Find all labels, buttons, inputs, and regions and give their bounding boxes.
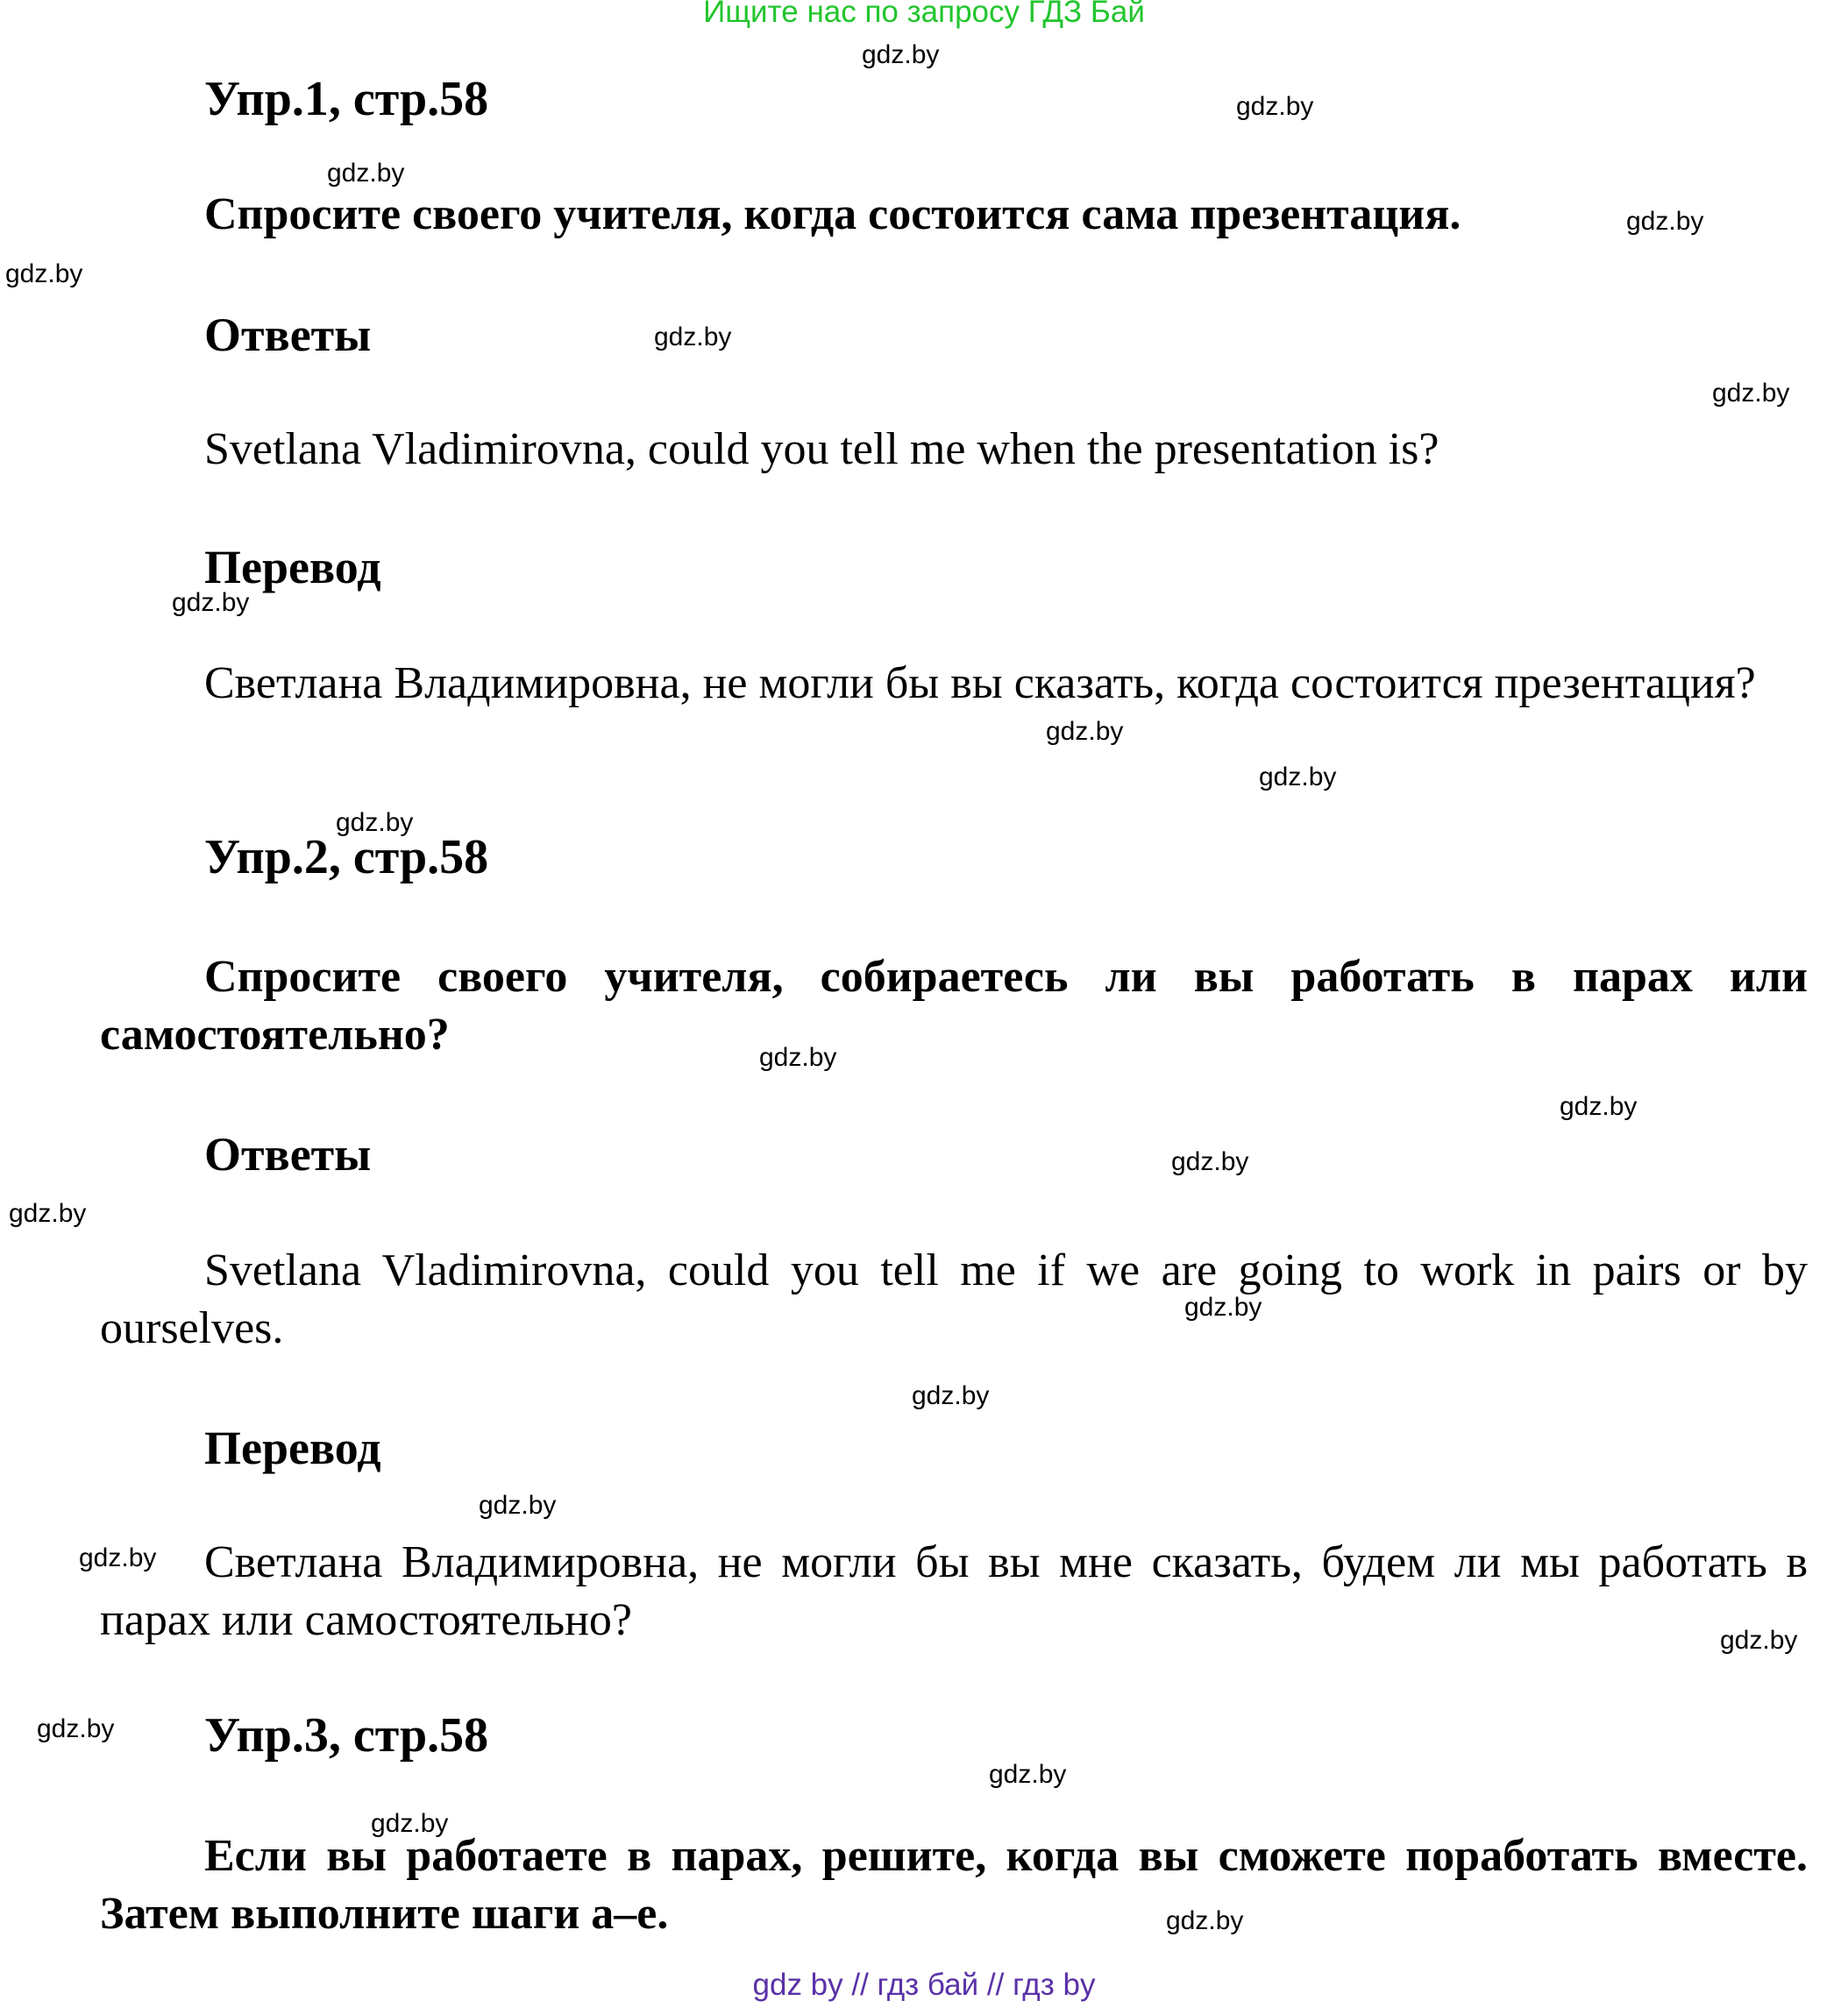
watermark: gdz.by	[37, 1714, 115, 1743]
bottom-banner: gdz by // гдз бай // гдз by	[752, 1968, 1096, 2002]
watermark: gdz.by	[371, 1809, 449, 1838]
watermark: gdz.by	[1712, 379, 1790, 408]
exercise-2-translation-label: Перевод	[204, 1422, 381, 1474]
exercise-1-task: Спросите своего учителя, когда состоится сама презентация.	[204, 189, 1461, 239]
watermark: gdz.by	[327, 159, 405, 188]
exercise-2-answers-label: Ответы	[204, 1128, 372, 1181]
exercise-3-heading: Упр.3, стр.58	[204, 1708, 489, 1763]
watermark: gdz.by	[1626, 207, 1704, 236]
watermark: gdz.by	[5, 259, 83, 288]
watermark: gdz.by	[79, 1543, 157, 1572]
watermark: gdz.by	[1236, 92, 1314, 121]
watermark: gdz.by	[336, 808, 414, 837]
watermark: gdz.by	[479, 1491, 557, 1520]
watermark: gdz.by	[1166, 1906, 1244, 1935]
exercise-1-answer: Svetlana Vladimirovna, could you tell me when the presentation is?	[204, 424, 1439, 474]
watermark: gdz.by	[989, 1760, 1067, 1789]
exercise-2-task: Спросите своего учителя, собираетесь ли вы работать в парах или самостоятельно?	[100, 952, 1808, 1060]
exercise-2-heading: Упр.2, стр.58	[204, 830, 489, 884]
watermark: gdz.by	[1184, 1293, 1262, 1322]
exercise-3-task: Если вы работаете в парах, решите, когда вы сможете поработать вместе. Затем выполните шаги a–e.	[100, 1831, 1808, 1939]
watermark: gdz.by	[1720, 1626, 1798, 1655]
watermark: gdz.by	[1560, 1092, 1638, 1121]
watermark: gdz.by	[9, 1199, 87, 1228]
watermark: gdz.by	[1259, 763, 1337, 791]
exercise-1-translation-label: Перевод	[204, 541, 381, 593]
watermark: gdz.by	[1171, 1147, 1249, 1176]
watermark: gdz.by	[862, 40, 940, 69]
exercise-2-translation: Светлана Владимировна, не могли бы вы мне сказать, будем ли мы работать в парах или самостоятельно?	[100, 1537, 1808, 1645]
watermark: gdz.by	[1046, 717, 1124, 746]
exercise-1-heading: Упр.1, стр.58	[204, 72, 489, 126]
watermark: gdz.by	[912, 1381, 990, 1410]
top-banner: Ищите нас по запросу ГДЗ Бай	[703, 0, 1145, 29]
exercise-2-answer: Svetlana Vladimirovna, could you tell me if we are going to work in pairs or by ourselves.	[100, 1245, 1808, 1353]
watermark: gdz.by	[172, 588, 250, 617]
exercise-1-translation: Светлана Владимировна, не могли бы вы сказать, когда состоится презентация?	[204, 658, 1756, 708]
watermark: gdz.by	[654, 323, 732, 351]
exercise-1-answers-label: Ответы	[204, 309, 372, 361]
watermark: gdz.by	[759, 1043, 837, 1072]
